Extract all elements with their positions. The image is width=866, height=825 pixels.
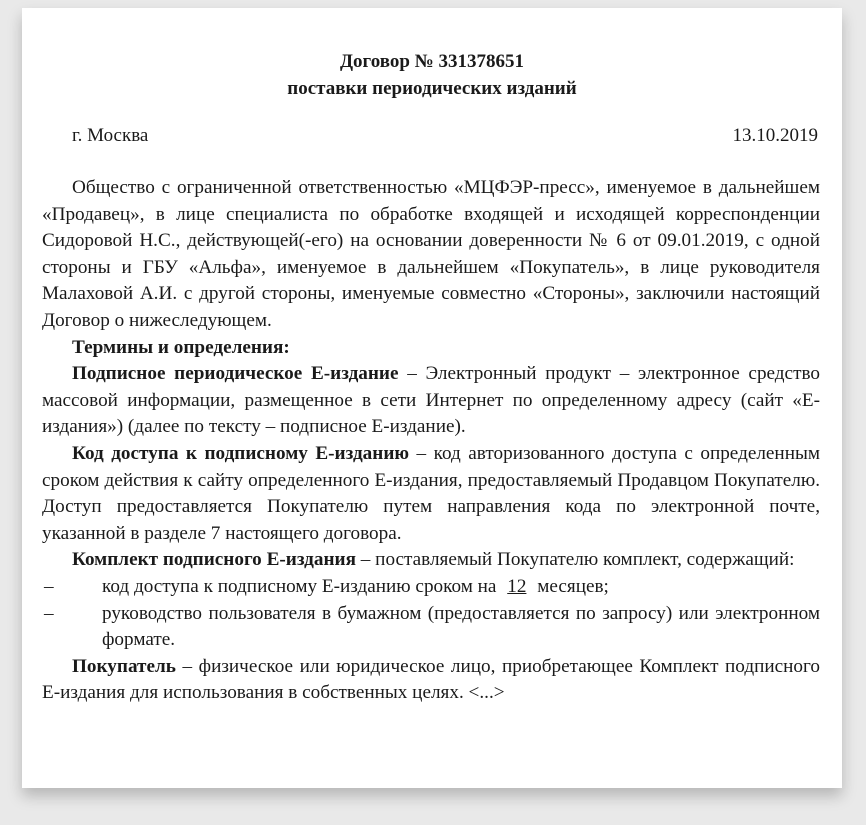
term-name: Подписное периодическое Е-издание [72, 363, 399, 385]
term-name: Код доступа к подписному Е-изданию [72, 442, 410, 464]
terms-heading: Термины и определения: [72, 336, 290, 358]
document-page [22, 8, 842, 788]
list-item-text: руководство пользователя в бумажном (предоставляется по запросу) или электронном формате. [102, 602, 820, 651]
document-title [22, 48, 842, 102]
term-kit [42, 547, 820, 574]
intro-paragraph: Общество с ограниченной ответственностью «МЦФЭР-пресс», именуемое в дальнейшем «Продавец», в лице специалиста по обработке входящей и исходящей корреспонденции Сидоровой Н.С., действующей(-его) на основании доверенности № 6 от 09.01.2019, с одной стороны и ГБУ «Альфа», именуемое в дальнейшем «Покупатель», в лице руководителя Малаховой А.И. с другой стороны, именуемые совместно «Стороны», заключили настоящий Договор о нижеследующем. [42, 177, 820, 331]
term-buyer [42, 654, 820, 707]
title-line-2: поставки периодических изданий [287, 78, 577, 99]
term-definition: – Электронный продукт – электронное средство массовой информации, размещенное в сети Интернет по определенному адресу (сайт «Е-издания») (далее по тексту – подписное Е-издание). [42, 363, 820, 438]
list-item [42, 574, 820, 601]
contract-date: 13.10.2019 [732, 125, 818, 146]
term-subscription-edition [42, 361, 820, 441]
list-item-text: код доступа к подписному Е-изданию сроком на [102, 575, 497, 597]
title-line-1: Договор № 331378651 [339, 51, 525, 72]
subscription-months-value: 12 [507, 575, 527, 597]
term-definition: – поставляемый Покупателю комплект, содержащий: [355, 549, 795, 571]
term-definition: – код авторизованного доступа с определенным сроком действия к сайту определенного Е-издания, предоставляемый Продавцом Покупателю. Доступ предоставляется Покупателю путем направления кода по электронной почте, указанной в разделе 7 настоящего договора. [42, 442, 821, 544]
city: г. Москва [72, 125, 149, 146]
list-dash: – [44, 575, 54, 597]
term-name: Покупатель [72, 655, 176, 677]
list-item-text-end: месяцев; [537, 575, 609, 597]
list-item [42, 601, 820, 654]
term-definition: – физическое или юридическое лицо, приобретающее Комплект подписного Е-издания для использования в собственных целях. <...> [42, 655, 820, 704]
contract-body [42, 175, 820, 707]
list-dash: – [44, 602, 54, 624]
term-access-code [42, 441, 820, 547]
term-name: Комплект подписного Е-издания [72, 549, 356, 571]
